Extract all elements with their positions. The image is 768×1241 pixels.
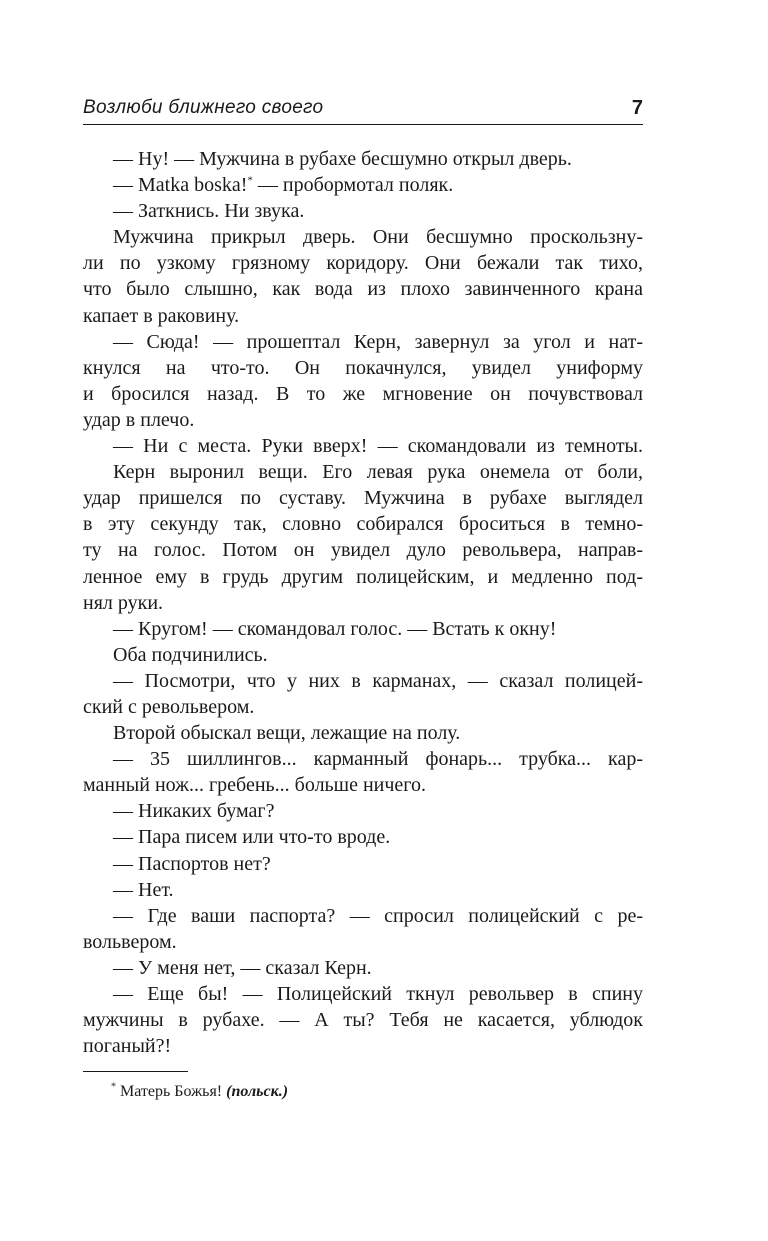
text-line: вольвером. xyxy=(83,930,177,953)
dialogue-text: — Matka boska! xyxy=(113,174,248,197)
text-line: в эту секунду так, словно собирался броситься в темно- xyxy=(83,513,643,536)
page-number: 7 xyxy=(631,97,643,119)
text-line: Керн выронил вещи. Его левая рука онемела от боли, xyxy=(113,461,643,484)
footnote-mark: * xyxy=(111,1081,116,1093)
text-line: манный нож... гребень... больше ничего. xyxy=(83,774,426,797)
text-line: ли по узкому грязному коридору. Они бежали так тихо, xyxy=(83,252,643,275)
text-line: — Где ваши паспорта? — спросил полицейский с ре- xyxy=(113,904,643,927)
footnote-language-note: (польск.) xyxy=(226,1083,289,1100)
text-line: Второй обыскал вещи, лежащие на полу. xyxy=(113,722,461,745)
text-line xyxy=(83,172,643,198)
text-line: — Ну! — Мужчина в рубахе бесшумно открыл дверь. xyxy=(113,148,572,170)
footnote-reference: * xyxy=(247,174,253,187)
text-line: удар в плечо. xyxy=(83,408,195,431)
dialogue-text: — пробормотал поляк. xyxy=(252,174,454,197)
footnote-text: Матерь Божья! xyxy=(116,1083,227,1100)
text-line: — У меня нет, — сказал Керн. xyxy=(113,956,372,979)
text-line: — 35 шиллингов... карманный фонарь... трубка... кар- xyxy=(113,748,643,771)
text-line: — Посмотри, что у них в карманах, — сказал полицей- xyxy=(113,669,643,692)
text-line: удар пришелся по суставу. Мужчина в рубахе выглядел xyxy=(83,487,643,510)
text-line: что было слышно, как вода из плохо завинченного крана xyxy=(83,278,643,301)
text-line: нял руки. xyxy=(83,591,164,614)
text-line: — Нет. xyxy=(113,878,174,901)
text-line: ленное ему в грудь другим полицейским, и медленно под- xyxy=(83,565,643,588)
text-line: мужчины в рубахе. — А ты? Тебя не касается, ублюдок xyxy=(83,1009,643,1032)
footnote-divider xyxy=(83,1071,188,1072)
text-line: — Заткнись. Ни звука. xyxy=(113,200,305,223)
running-header xyxy=(83,96,643,125)
text-line: капает в раковину. xyxy=(83,304,240,327)
text-line: ский с револьвером. xyxy=(83,695,255,718)
text-line: Оба подчинились. xyxy=(113,643,268,666)
text-line: поганый?! xyxy=(83,1035,172,1058)
text-line: ту на голос. Потом он увидел дуло револьвера, направ- xyxy=(83,539,643,562)
text-line: — Сюда! — прошептал Керн, завернул за угол и нат- xyxy=(113,330,643,353)
text-line: — Ни с места. Руки вверх! — скомандовали из темноты. xyxy=(113,435,643,458)
footnote xyxy=(111,1081,288,1103)
body-text xyxy=(83,146,643,1059)
book-title: Возлюби ближнего своего xyxy=(83,97,324,118)
text-line: — Еще бы! — Полицейский ткнул револьвер в спину xyxy=(113,983,643,1005)
text-line: и бросился назад. В то же мгновение он почувствовал xyxy=(83,382,643,405)
text-line: — Пара писем или что-то вроде. xyxy=(113,826,391,849)
text-line: — Никаких бумаг? xyxy=(113,800,275,823)
text-line: кнулся на что-то. Он покачнулся, увидел униформу xyxy=(83,356,643,379)
text-line: — Кругом! — скомандовал голос. — Встать к окну! xyxy=(113,617,557,640)
text-line: — Паспортов нет? xyxy=(113,852,271,875)
text-line: Мужчина прикрыл дверь. Они бесшумно проскользну- xyxy=(113,226,643,249)
